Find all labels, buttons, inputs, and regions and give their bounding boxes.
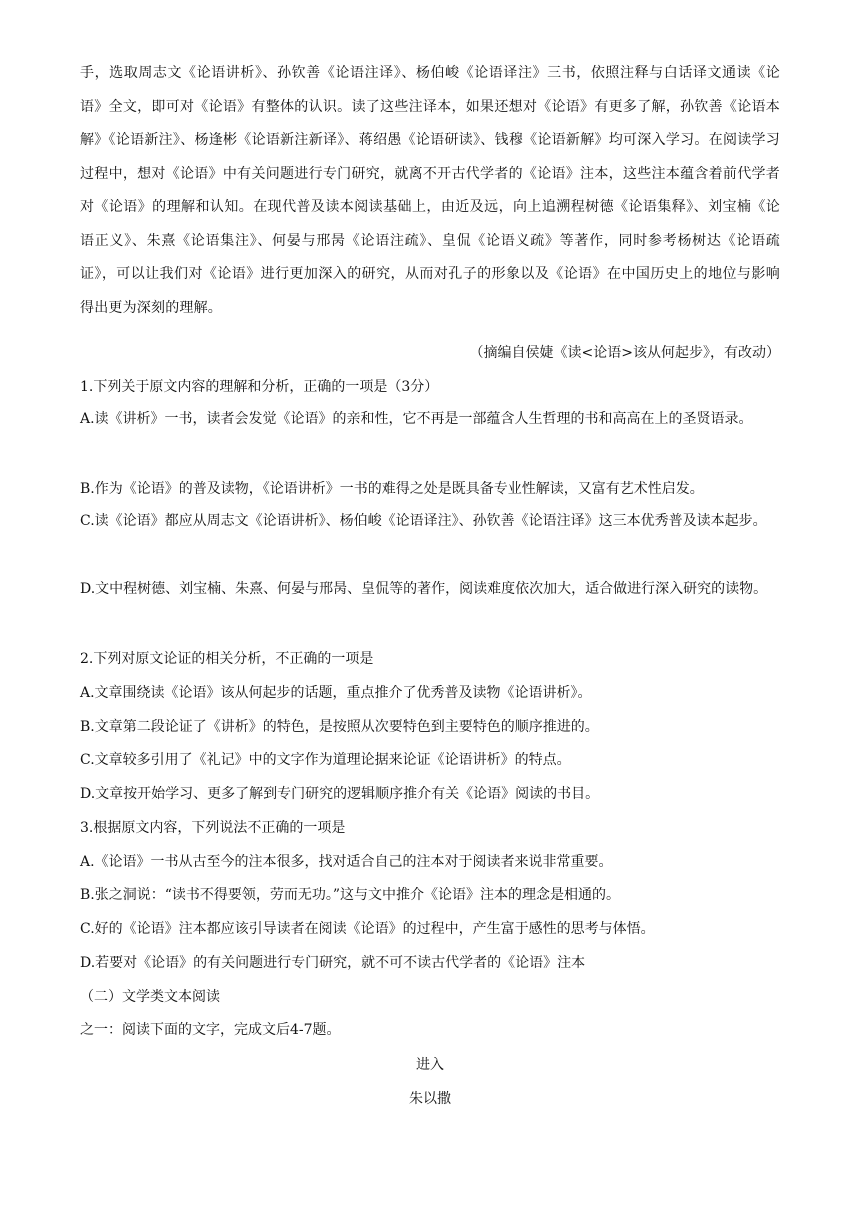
question-1-option-c: C.读《论语》都应从周志文《论语讲析》、杨伯峻《论语译注》、孙钦善《论语注译》这三本优秀普及读本起步。 <box>80 513 767 529</box>
question-2-option-c: C.文章较多引用了《礼记》中的文字作为道理论据来论证《论语讲析》的特点。 <box>80 752 571 768</box>
passage-paragraph: 手，选取周志文《论语讲析》、孙钦善《论语注译》、杨伯峻《论语译注》三书，依照注释与白话译文通读《论语》全文，即可对《论语》有整体的认识。读了这些注译本，如果还想对《论语》有更多了解，孙钦善《论语本解》《论语新注》、杨逢彬《论语新注新译》、蒋绍愚《论语研读》、钱穆《论语新解》均可深入学习。在阅读学习过程中，想对《论语》中有关问题进行专门研究，就离不开古代学者的《论语》注本，这些注本蕴含着前代学者对《论语》的理解和认知。在现代普及读本阅读基础上，由近及远，向上追溯程树德《论语集释》、刘宝楠《论语正义》、朱熹《论语集注》、何晏与邢昺《论语注疏》、皇侃《论语义疏》等著作，同时参考杨树达《论语疏证》，可以让我们对《论语》进行更加深入的研究，从而对孔子的形象以及《论语》在中国历史上的地位与影响得出更为深刻的理解。 <box>80 65 780 316</box>
question-2-option-a: A.文章围绕读《论语》该从何起步的话题，重点推介了优秀普及读物《论语讲析》。 <box>80 685 592 701</box>
question-1-stem: 1.下列关于原文内容的理解和分析，正确的一项是（3分） <box>80 379 439 395</box>
question-3-stem: 3.根据原文内容，下列说法不正确的一项是 <box>80 820 346 836</box>
question-2-option-b: B.文章第二段论证了《讲析》的特色，是按照从次要特色到主要特色的顺序推进的。 <box>80 719 599 735</box>
question-1-option-d: D.文中程树德、刘宝楠、朱熹、何晏与邢昺、皇侃等的著作，阅读难度依次加大，适合做进行深入研究的读物。 <box>80 581 768 597</box>
source-citation: （摘编自侯婕《读<论语>该从何起步》，有改动） <box>469 345 780 361</box>
question-2-option-d: D.文章按开始学习、更多了解到专门研究的逻辑顺序推介有关《论语》阅读的书目。 <box>80 786 600 802</box>
question-3-option-d: D.若要对《论语》的有关问题进行专门研究，就不可不读古代学者的《论语》注本 <box>80 955 586 971</box>
reading-instruction: 之一：阅读下面的文字，完成文后4-7题。 <box>80 1022 341 1038</box>
article-author: 朱以撒 <box>409 1091 451 1107</box>
article-title: 进入 <box>416 1057 444 1073</box>
question-2-stem: 2.下列对原文论证的相关分析，不正确的一项是 <box>80 651 374 667</box>
question-3-option-a: A.《论语》一书从古至今的注本很多，找对适合自己的注本对于阅读者来说非常重要。 <box>80 854 613 870</box>
question-1-option-a: A.读《讲析》一书，读者会发觉《论语》的亲和性，它不再是一部蕴含人生哲理的书和高高在上的圣贤语录。 <box>80 411 753 427</box>
section-heading: （二）文学类文本阅读 <box>80 989 220 1005</box>
question-3-option-b: B.张之洞说：“读书不得要领，劳而无功。”这与文中推介《论语》注本的理念是相通的。 <box>80 887 621 903</box>
question-1-option-b: B.作为《论语》的普及读物，《论语讲析》一书的难得之处是既具备专业性解读，又富有艺术性启发。 <box>80 481 704 497</box>
question-3-option-c: C.好的《论语》注本都应该引导读者在阅读《论语》的过程中，产生富于感性的思考与体悟。 <box>80 921 655 937</box>
